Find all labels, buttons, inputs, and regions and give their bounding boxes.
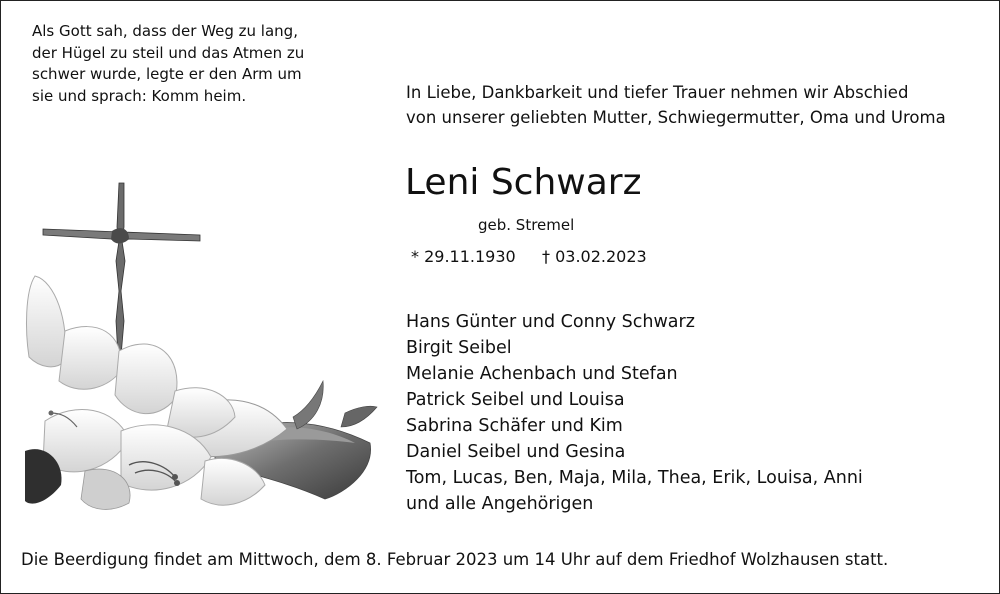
intro-text [406, 80, 966, 130]
deceased-name: Leni Schwarz [405, 162, 642, 203]
mourners-list [406, 309, 863, 517]
mourner-entry: Patrick Seibel und Louisa [406, 390, 625, 410]
mourner-entry: Daniel Seibel und Gesina [406, 442, 626, 462]
mourner-entry: Sabrina Schäfer und Kim [406, 416, 623, 436]
mourner-entry: Hans Günter und Conny Schwarz [406, 312, 695, 332]
mourner-entry: Birgit Seibel [406, 338, 512, 358]
maiden-name: geb. Stremel [478, 216, 575, 234]
cross-and-lilies-image [25, 181, 385, 513]
intro-line: In Liebe, Dankbarkeit und tiefer Trauer nehmen wir Abschied [406, 83, 909, 102]
mourner-entry: Melanie Achenbach und Stefan [406, 364, 678, 384]
poem-line: Als Gott sah, dass der Weg zu lang, [32, 22, 298, 40]
memorial-artwork [25, 181, 385, 517]
mourner-entry: und alle Angehörigen [406, 494, 594, 514]
lily-flowers-icon [25, 276, 377, 509]
death-date: † 03.02.2023 [542, 247, 647, 266]
mourner-entry: Tom, Lucas, Ben, Maja, Mila, Thea, Erik, Louisa, Anni [406, 468, 863, 488]
funeral-notice: Die Beerdigung findet am Mittwoch, dem 8. Februar 2023 um 14 Uhr auf dem Friedhof Wolzhausen statt. [21, 550, 889, 569]
intro-line: von unserer geliebten Mutter, Schwiegermutter, Oma und Uroma [406, 108, 946, 127]
poem-line: schwer wurde, legte er den Arm um [32, 65, 302, 83]
poem-line: sie und sprach: Komm heim. [32, 86, 247, 105]
poem-line: der Hügel zu steil und das Atmen zu [32, 43, 305, 62]
birth-date: * 29.11.1930 [411, 247, 516, 266]
poem [32, 21, 332, 107]
